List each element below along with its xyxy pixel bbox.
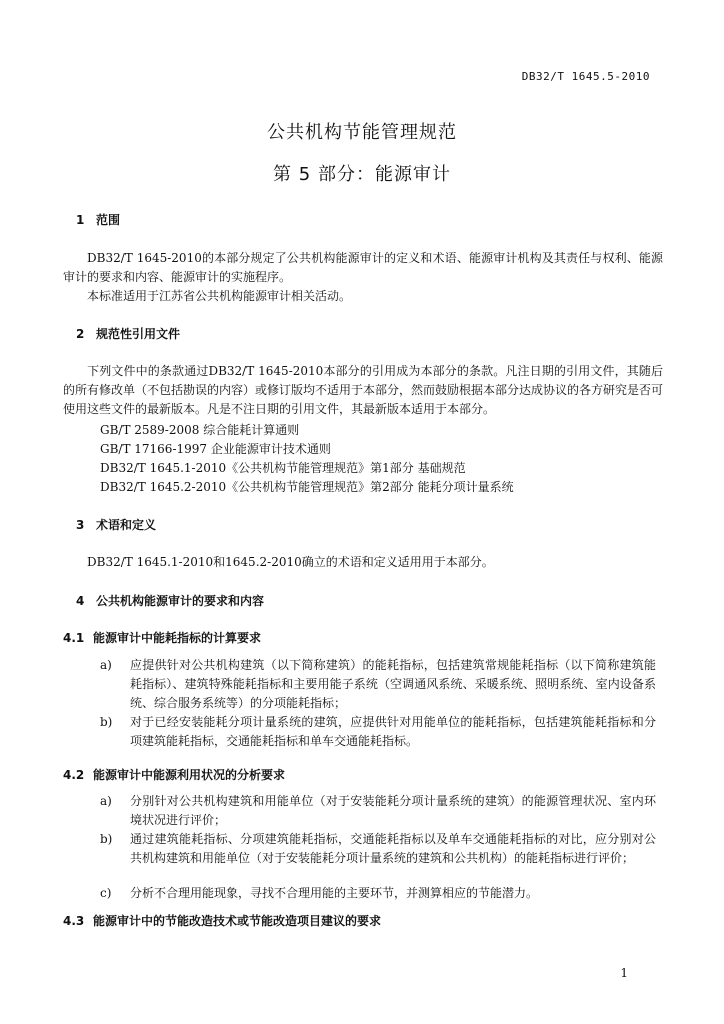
section-title: 规范性引用文件 [96,327,181,341]
section-title: 术语和定义 [96,518,157,532]
subsection-title: 能源审计中能耗指标的计算要求 [93,631,262,645]
reference-item: DB32/T 1645.2-2010《公共机构节能管理规范》第2部分 能耗分项计量系统 [100,480,514,494]
subsection-title: 能源审计中的节能改造技术或节能改造项目建议的要求 [93,914,382,928]
paragraph: 下列文件中的条款通过DB32/T 1645-2010本部分的引用成为本部分的条款。凡注日期的引用文件，其随后的所有修改单（不包括勘误的内容）或修订版均不适用于本部分，然而鼓励根据本部分达成协议的各方研究是否可使用这些文件的最新版本。凡是不注日期的引用文件，其最新版本适用于本部分。 [63,364,664,416]
section-number: 4 [76,594,85,608]
section-number: 1 [76,213,85,227]
section-heading-3 [76,516,156,533]
section-heading-4 [76,592,264,609]
paragraph: DB32/T 1645.1-2010和1645.2-2010确立的术语和定义适用用于本部分。 [87,555,494,569]
list-item [100,792,656,830]
document-code: DB32/T 1645.5-2010 [521,70,650,83]
reference-item: DB32/T 1645.1-2010《公共机构节能管理规范》第1部分 基础规范 [100,461,466,475]
section-number: 2 [76,327,85,341]
section-heading-1 [76,211,120,228]
list-item-text: 分别针对公共机构建筑和用能单位（对于安装能耗分项计量系统的建筑）的能源管理状况、室内环境状况进行评价； [130,794,656,827]
list-item-label: c) [100,886,112,900]
list-item-text: 分析不合理用能现象，寻找不合理用能的主要环节，并测算相应的节能潜力。 [130,886,539,900]
list-item-label: b) [100,715,113,729]
list-item [100,713,656,751]
subsection-number: 4.3 [63,914,85,928]
section-title: 公共机构能源审计的要求和内容 [96,594,265,608]
list-item-label: a) [100,658,112,672]
section-number: 3 [76,518,85,532]
page-number: 1 [620,966,628,980]
list-item [100,656,656,713]
section-title: 范围 [96,213,121,227]
list-item-label: a) [100,794,112,808]
subsection-heading-4-3 [63,912,381,929]
list-item-label: b) [100,832,113,846]
subsection-number: 4.1 [63,631,85,645]
paragraph: 本标准适用于江苏省公共机构能源审计相关活动。 [87,289,352,303]
subsection-number: 4.2 [63,768,85,782]
document-title: 公共机构节能管理规范 [267,122,457,143]
subsection-title: 能源审计中能源利用状况的分析要求 [93,768,286,782]
list-item [100,884,656,903]
section-heading-2 [76,325,180,342]
list-item [100,830,656,887]
subsection-heading-4-2 [63,766,285,783]
list-item-text: 对于已经安装能耗分项计量系统的建筑，应提供针对用能单位的能耗指标，包括建筑能耗指标和分项建筑能耗指标，交通能耗指标和单车交通能耗指标。 [130,715,656,748]
paragraph: DB32/T 1645-2010的本部分规定了公共机构能源审计的定义和术语、能源审计机构及其责任与权利、能源审计的要求和内容、能源审计的实施程序。 [63,251,663,284]
reference-item: GB/T 17166-1997 企业能源审计技术通则 [100,442,331,456]
reference-item: GB/T 2589-2008 综合能耗计算通则 [100,423,300,437]
list-item-text: 应提供针对公共机构建筑（以下简称建筑）的能耗指标，包括建筑常规能耗指标（以下简称建筑能耗指标）、建筑特殊能耗指标和主要用能子系统（空调通风系统、采暖系统、照明系统、室内设备系统、综合服务系统等）的分项能耗指标； [130,658,656,710]
list-item-text: 通过建筑能耗指标、分项建筑能耗指标，交通能耗指标以及单车交通能耗指标的对比，应分别对公共机构建筑和用能单位（对于安装能耗分项计量系统的建筑和公共机构）的能耗指标进行评价； [130,832,656,865]
subsection-heading-4-1 [63,629,261,646]
document-subtitle: 第 5 部分：能源审计 [273,164,451,185]
